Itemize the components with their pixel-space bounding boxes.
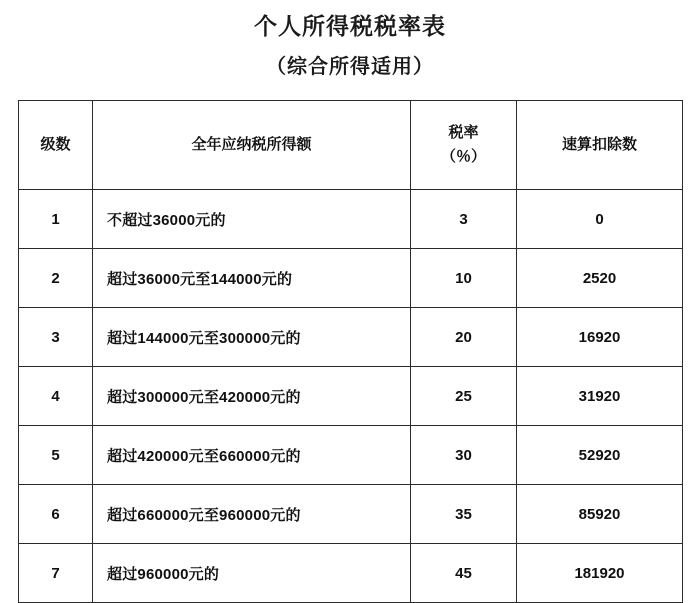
table-header-row — [19, 101, 683, 190]
table-row — [19, 249, 683, 308]
column-header-level: 级数 — [19, 101, 93, 190]
cell-rate: 30 — [411, 426, 517, 485]
cell-range: 超过300000元至420000元的 — [93, 367, 411, 426]
cell-range: 超过420000元至660000元的 — [93, 426, 411, 485]
cell-level: 4 — [19, 367, 93, 426]
cell-rate: 20 — [411, 308, 517, 367]
table-row — [19, 426, 683, 485]
cell-rate: 25 — [411, 367, 517, 426]
cell-range: 超过660000元至960000元的 — [93, 485, 411, 544]
page-subtitle: （综合所得适用） — [266, 56, 434, 78]
column-header-quick-deduction: 速算扣除数 — [517, 101, 683, 190]
cell-range: 超过960000元的 — [93, 544, 411, 603]
cell-level: 7 — [19, 544, 93, 603]
table-body — [19, 190, 683, 603]
cell-quick-deduction: 85920 — [517, 485, 683, 544]
cell-level: 3 — [19, 308, 93, 367]
column-header-rate-line2: （％） — [440, 148, 486, 165]
cell-rate: 35 — [411, 485, 517, 544]
table-row — [19, 367, 683, 426]
cell-level: 6 — [19, 485, 93, 544]
cell-level: 2 — [19, 249, 93, 308]
column-header-rate-line1: 税率 — [448, 124, 479, 141]
cell-range: 不超过36000元的 — [93, 190, 411, 249]
cell-level: 5 — [19, 426, 93, 485]
cell-level: 1 — [19, 190, 93, 249]
cell-range: 超过144000元至300000元的 — [93, 308, 411, 367]
cell-quick-deduction: 52920 — [517, 426, 683, 485]
table-row — [19, 190, 683, 249]
title-block — [0, 0, 700, 84]
cell-quick-deduction: 181920 — [517, 544, 683, 603]
cell-range: 超过36000元至144000元的 — [93, 249, 411, 308]
table-row — [19, 485, 683, 544]
tax-table-container — [18, 100, 682, 603]
cell-quick-deduction: 31920 — [517, 367, 683, 426]
cell-rate: 3 — [411, 190, 517, 249]
cell-quick-deduction: 2520 — [517, 249, 683, 308]
cell-rate: 45 — [411, 544, 517, 603]
table-row — [19, 308, 683, 367]
page-title: 个人所得税税率表 — [254, 13, 446, 39]
column-header-range: 全年应纳税所得额 — [93, 101, 411, 190]
cell-quick-deduction: 0 — [517, 190, 683, 249]
table-header — [19, 101, 683, 190]
tax-rate-table — [18, 100, 683, 603]
column-header-rate — [411, 101, 517, 190]
cell-quick-deduction: 16920 — [517, 308, 683, 367]
table-row — [19, 544, 683, 603]
cell-rate: 10 — [411, 249, 517, 308]
